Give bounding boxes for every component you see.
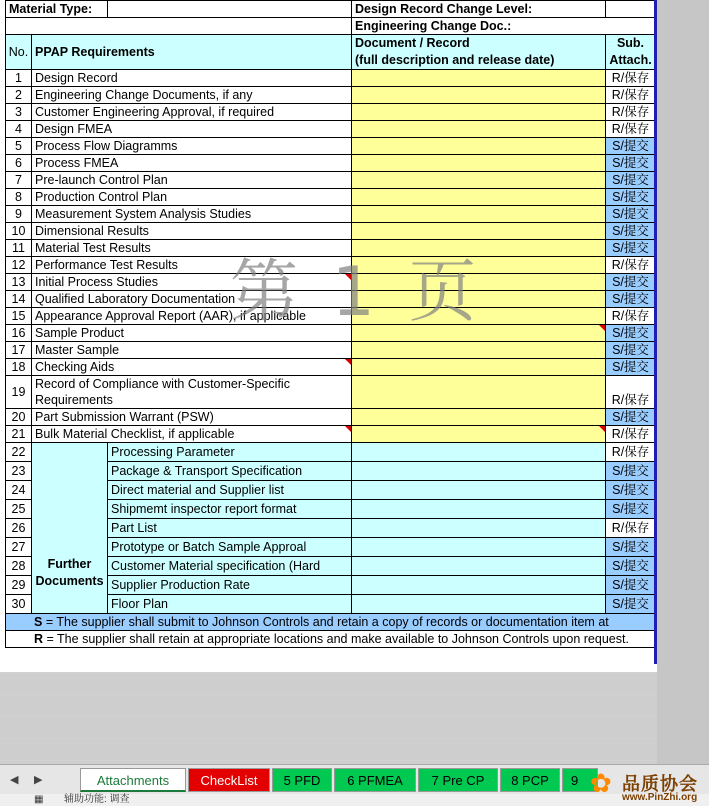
row-number: 19 — [6, 376, 32, 409]
submission-status[interactable]: S/提交 — [606, 291, 656, 308]
row-number: 10 — [6, 223, 32, 240]
document-record-cell[interactable] — [352, 409, 606, 426]
material-type-label: Material Type: — [6, 1, 108, 18]
row-number: 27 — [6, 538, 32, 557]
next-sheet-icon[interactable]: ▶ — [34, 774, 43, 786]
tab-pre-cp[interactable]: 7 Pre CP — [418, 768, 498, 792]
row-number: 13 — [6, 274, 32, 291]
submission-status[interactable]: S/提交 — [606, 172, 656, 189]
requirement-label: Dimensional Results — [32, 223, 352, 240]
legend-s-text: = The supplier shall submit to Johnson Controls and retain a copy of records or documentation item at — [42, 615, 609, 629]
table-row — [6, 104, 656, 121]
requirement-label: Sample Product — [32, 325, 352, 342]
requirement-label: Supplier Production Rate — [108, 576, 352, 595]
document-record-cell[interactable] — [352, 121, 606, 138]
legend-row-s — [6, 614, 656, 631]
row-number: 26 — [6, 519, 32, 538]
design-record-change-value[interactable] — [606, 1, 656, 18]
submission-status[interactable]: R/保存 — [606, 121, 656, 138]
row-number: 22 — [6, 443, 32, 462]
table-row — [6, 155, 656, 172]
design-record-change-label: Design Record Change Level: — [352, 1, 606, 18]
document-record-cell[interactable] — [352, 155, 606, 172]
requirement-label: Process Flow Diagramms — [32, 138, 352, 155]
prev-sheet-icon[interactable]: ◀ — [10, 774, 19, 786]
tab-9[interactable]: 9 — [562, 768, 598, 792]
row-number: 18 — [6, 359, 32, 376]
requirement-label: Floor Plan — [108, 595, 352, 614]
document-record-cell[interactable] — [352, 274, 606, 291]
col-document-line2: (full description and release date) — [355, 53, 555, 67]
material-type-value[interactable] — [108, 1, 352, 18]
requirement-label: Material Test Results — [32, 240, 352, 257]
table-row — [6, 308, 656, 325]
flower-logo-icon: ✿ — [590, 768, 612, 798]
document-record-cell[interactable] — [352, 519, 606, 538]
requirement-label: Design Record — [32, 70, 352, 87]
table-row — [6, 206, 656, 223]
table-row — [6, 138, 656, 155]
document-record-cell[interactable] — [352, 500, 606, 519]
submission-status[interactable]: R/保存 — [606, 308, 656, 325]
header-blank — [6, 18, 352, 35]
document-record-cell[interactable] — [352, 462, 606, 481]
submission-status[interactable]: R/保存 — [606, 70, 656, 87]
requirement-label: Record of Compliance with Customer-Specific Requirements — [32, 376, 352, 409]
legend-r — [6, 631, 656, 648]
submission-status[interactable]: S/提交 — [606, 325, 656, 342]
document-record-cell[interactable] — [352, 308, 606, 325]
document-record-cell[interactable] — [352, 557, 606, 576]
logo-url: www.PinZhi.org — [622, 792, 698, 803]
tab-attachments[interactable]: Attachments — [80, 768, 186, 792]
submission-status[interactable]: S/提交 — [606, 595, 656, 614]
further-line1: Further — [47, 557, 92, 571]
submission-status[interactable]: S/提交 — [606, 359, 656, 376]
row-number: 28 — [6, 557, 32, 576]
document-record-cell[interactable] — [352, 359, 606, 376]
requirement-label: Measurement System Analysis Studies — [32, 206, 352, 223]
requirement-label: Checking Aids — [32, 359, 352, 376]
document-record-cell[interactable] — [352, 70, 606, 87]
document-record-cell[interactable] — [352, 595, 606, 614]
row-number: 5 — [6, 138, 32, 155]
requirement-label: Package & Transport Specification — [108, 462, 352, 481]
row-number: 16 — [6, 325, 32, 342]
tab-pfmea[interactable]: 6 PFMEA — [334, 768, 416, 792]
document-record-cell[interactable] — [352, 104, 606, 121]
requirement-label: Bulk Material Checklist, if applicable — [32, 426, 352, 443]
document-record-cell[interactable] — [352, 138, 606, 155]
submission-status[interactable]: S/提交 — [606, 223, 656, 240]
requirement-label: Part List — [108, 519, 352, 538]
engineering-change-label: Engineering Change Doc.: — [352, 18, 656, 35]
submission-status[interactable]: S/提交 — [606, 538, 656, 557]
submission-status[interactable]: S/提交 — [606, 557, 656, 576]
submission-status[interactable]: R/保存 — [606, 257, 656, 274]
submission-status[interactable]: R/保存 — [606, 87, 656, 104]
requirement-label: Part Submission Warrant (PSW) — [32, 409, 352, 426]
submission-status[interactable]: S/提交 — [606, 155, 656, 172]
row-number: 23 — [6, 462, 32, 481]
row-number: 9 — [6, 206, 32, 223]
col-sub-line1: Sub. — [616, 36, 645, 50]
legend-r-text: = The supplier shall retain at appropriate locations and make available to Johnson Controls upon request. — [43, 632, 629, 646]
col-sub-line2: Attach. — [609, 53, 652, 67]
document-record-cell[interactable] — [352, 325, 606, 342]
legend-r-key: R — [34, 632, 44, 646]
row-number: 14 — [6, 291, 32, 308]
col-sub-header — [606, 35, 656, 70]
empty-grid — [0, 672, 657, 764]
table-row — [6, 121, 656, 138]
document-record-cell[interactable] — [352, 189, 606, 206]
submission-status[interactable]: S/提交 — [606, 500, 656, 519]
document-record-cell[interactable] — [352, 206, 606, 223]
header-row-2 — [6, 18, 656, 35]
submission-status[interactable]: R/保存 — [606, 443, 656, 462]
col-requirements-header: PPAP Requirements — [32, 35, 352, 70]
document-record-cell[interactable] — [352, 257, 606, 274]
table-row — [6, 376, 656, 409]
document-record-cell[interactable] — [352, 223, 606, 240]
document-record-cell[interactable] — [352, 240, 606, 257]
table-row — [6, 426, 656, 443]
requirement-label: Processing Parameter — [108, 443, 352, 462]
requirement-label: Production Control Plan — [32, 189, 352, 206]
row-number: 7 — [6, 172, 32, 189]
submission-status[interactable]: S/提交 — [606, 240, 656, 257]
site-logo — [588, 768, 709, 806]
document-record-cell[interactable] — [352, 376, 606, 409]
page-watermark: 第 1 页 — [230, 253, 483, 332]
table-row — [6, 87, 656, 104]
legend-s — [6, 614, 656, 631]
submission-status[interactable]: S/提交 — [606, 206, 656, 223]
row-number: 25 — [6, 500, 32, 519]
requirement-label: Process FMEA — [32, 155, 352, 172]
document-record-cell[interactable] — [352, 87, 606, 104]
row-number: 2 — [6, 87, 32, 104]
document-record-cell[interactable] — [352, 291, 606, 308]
row-number: 21 — [6, 426, 32, 443]
row-number: 8 — [6, 189, 32, 206]
submission-status[interactable]: S/提交 — [606, 274, 656, 291]
row-number: 6 — [6, 155, 32, 172]
requirement-label: Design FMEA — [32, 121, 352, 138]
table-row — [6, 70, 656, 87]
column-header-row — [6, 35, 656, 70]
document-record-cell[interactable] — [352, 172, 606, 189]
tab-pfd[interactable]: 5 PFD — [272, 768, 332, 792]
submission-status[interactable]: S/提交 — [606, 481, 656, 500]
submission-status[interactable]: S/提交 — [606, 576, 656, 595]
submission-status[interactable]: R/保存 — [606, 104, 656, 121]
table-row — [6, 257, 656, 274]
requirement-label: Pre-launch Control Plan — [32, 172, 352, 189]
tab-checklist[interactable]: CheckList — [188, 768, 270, 792]
row-number: 17 — [6, 342, 32, 359]
col-document-line1: Document / Record — [355, 36, 470, 50]
submission-status[interactable]: R/保存 — [606, 426, 656, 443]
tab-pcp[interactable]: 8 PCP — [500, 768, 560, 792]
submission-status[interactable]: S/提交 — [606, 189, 656, 206]
submission-status[interactable]: S/提交 — [606, 342, 656, 359]
requirement-label: Master Sample — [32, 342, 352, 359]
table-row — [6, 325, 656, 342]
table-row — [6, 189, 656, 206]
document-record-cell[interactable] — [352, 426, 606, 443]
requirement-label: Initial Process Studies — [32, 274, 352, 291]
row-number: 30 — [6, 595, 32, 614]
table-row — [6, 240, 656, 257]
logo-name: 品质协会 — [622, 774, 698, 794]
row-number: 4 — [6, 121, 32, 138]
document-record-cell[interactable] — [352, 342, 606, 359]
legend-row-r — [6, 631, 656, 648]
requirement-label: Engineering Change Documents, if any — [32, 87, 352, 104]
row-number: 29 — [6, 576, 32, 595]
table-row — [6, 342, 656, 359]
requirement-label: Qualified Laboratory Documentation — [32, 291, 352, 308]
requirement-label: Performance Test Results — [32, 257, 352, 274]
status-text[interactable]: 辅助功能: 调查 — [64, 794, 130, 805]
requirement-label: Customer Material specification (Hard — [108, 557, 352, 576]
col-no-header: No. — [6, 35, 32, 70]
table-row — [6, 274, 656, 291]
table-row — [6, 172, 656, 189]
submission-status[interactable]: S/提交 — [606, 462, 656, 481]
row-number: 1 — [6, 70, 32, 87]
document-record-cell[interactable] — [352, 481, 606, 500]
table-row — [6, 223, 656, 240]
row-number: 3 — [6, 104, 32, 121]
further-line2: Documents — [35, 574, 104, 588]
print-area-border — [654, 0, 657, 664]
requirement-label: Appearance Approval Report (AAR), if applicable — [32, 308, 352, 325]
further-documents-label — [32, 443, 108, 614]
document-record-cell[interactable] — [352, 576, 606, 595]
requirement-label: Shipmemt inspector report format — [108, 500, 352, 519]
submission-status[interactable]: S/提交 — [606, 138, 656, 155]
submission-status[interactable]: R/保存 — [606, 519, 656, 538]
col-document-header — [352, 35, 606, 70]
table-row — [6, 409, 656, 426]
row-number: 12 — [6, 257, 32, 274]
requirement-label: Customer Engineering Approval, if required — [32, 104, 352, 121]
document-record-cell[interactable] — [352, 538, 606, 557]
row-number: 15 — [6, 308, 32, 325]
submission-status[interactable]: R/保存 — [606, 376, 656, 409]
ppap-table — [5, 0, 656, 648]
row-number: 20 — [6, 409, 32, 426]
requirement-label: Prototype or Batch Sample Approal — [108, 538, 352, 557]
requirement-label: Direct material and Supplier list — [108, 481, 352, 500]
legend-s-key: S — [34, 615, 43, 629]
table-row — [6, 291, 656, 308]
table-row — [6, 359, 656, 376]
row-number: 24 — [6, 481, 32, 500]
header-row-1 — [6, 1, 656, 18]
row-number: 11 — [6, 240, 32, 257]
submission-status[interactable]: S/提交 — [606, 409, 656, 426]
table-row — [6, 443, 656, 462]
document-record-cell[interactable] — [352, 443, 606, 462]
accessibility-icon[interactable]: ▦ — [34, 794, 44, 805]
